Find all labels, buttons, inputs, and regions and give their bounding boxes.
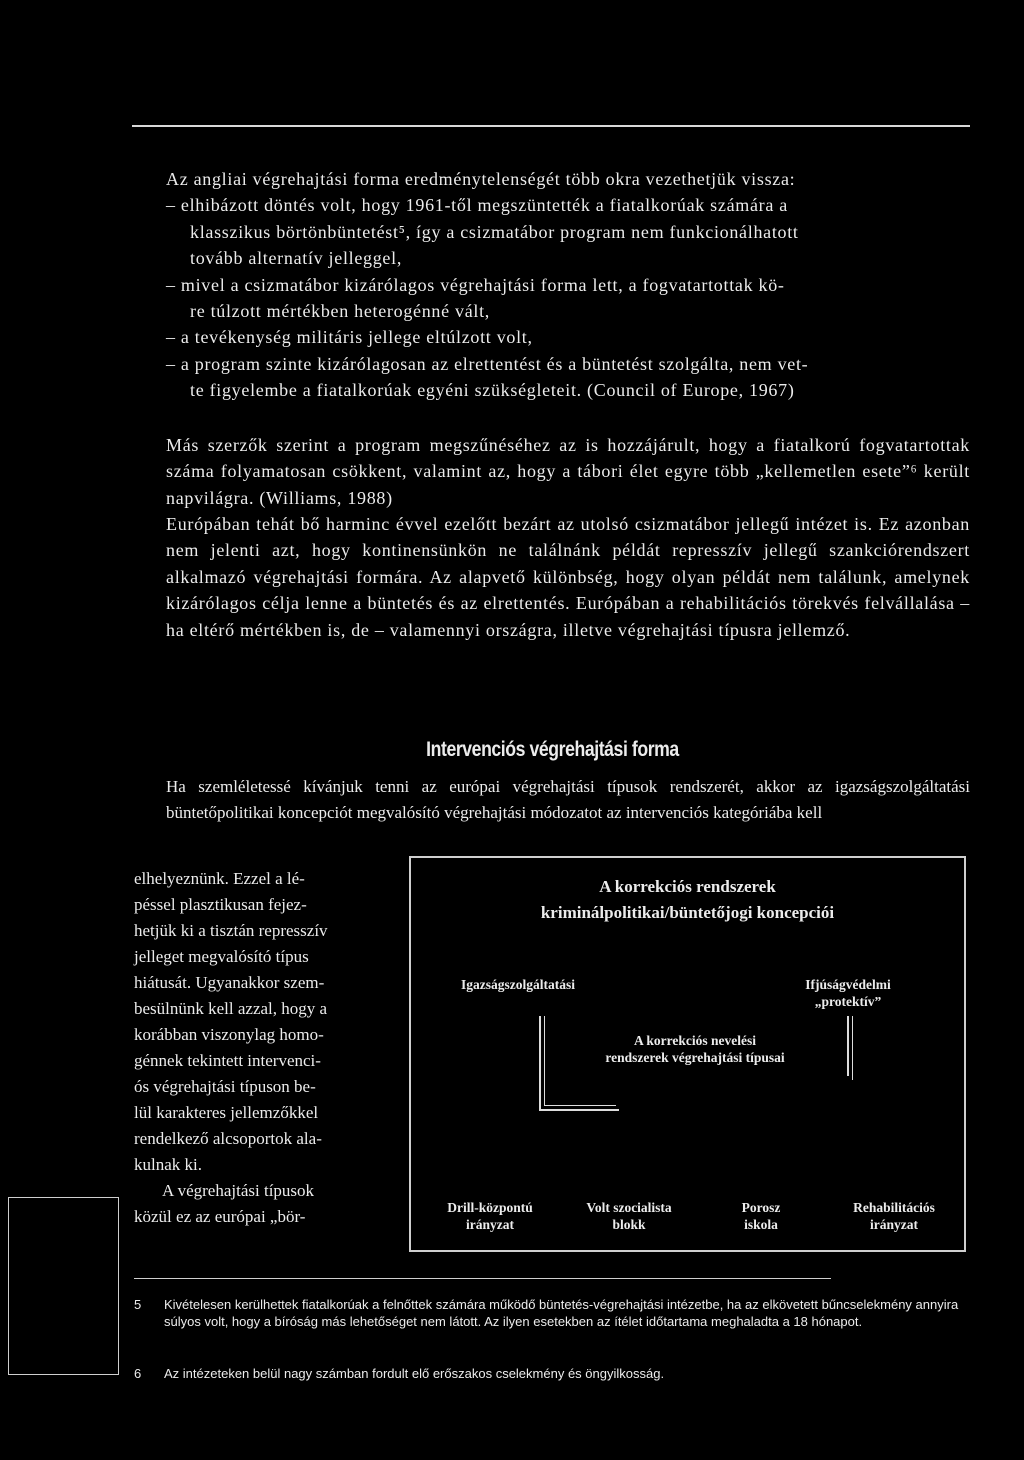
- footnote-text: Kivételesen kerülhettek fiatalkorúak a felnőttek számára működő büntetés-végrehajtási intézetbe, ha az elkövetett bűncselekmény annyira súlyos volt, hogy a bíróság más lehetőséget nem látott. Az ilyen esetekben az ítélet időtartama meghaladta a 18 hónapot.: [164, 1297, 959, 1329]
- text-line: elhelyeznünk. Ezzel a lé-: [134, 869, 305, 888]
- top-rule: [132, 125, 970, 127]
- label-igazsagszolgaltatasi: Igazságszolgáltatási: [461, 977, 575, 992]
- label-line: Volt szocialista: [586, 1200, 672, 1215]
- label-line: Porosz: [741, 1200, 781, 1215]
- label-line: Drill-központú: [447, 1200, 533, 1215]
- paragraph-reasons: [166, 166, 976, 404]
- label-porosz-iskola: [711, 1199, 811, 1233]
- text-line: jelleget megvalósító típus: [134, 947, 309, 966]
- footnote-number: 5: [134, 1297, 142, 1312]
- label-line: irányzat: [870, 1217, 918, 1232]
- narrow-column-text: [134, 866, 392, 1230]
- text-line: Az angliai végrehajtási forma eredménytelenségét több okra vezethetjük vissza:: [166, 169, 796, 189]
- footnote: [134, 1297, 959, 1347]
- label-line: irányzat: [466, 1217, 514, 1232]
- label-ifjusagvedelmi: [783, 976, 913, 1010]
- label-volt-szocialista: [561, 1199, 697, 1233]
- label-line: blokk: [612, 1217, 646, 1232]
- label-line: iskola: [744, 1217, 778, 1232]
- label-line: A korrekciós nevelési: [634, 1033, 756, 1048]
- connector-line: [539, 1016, 541, 1111]
- connector-line: [852, 1016, 853, 1080]
- diagram-title-line: A korrekciós rendszerek: [599, 877, 776, 896]
- text-line: – a tevékenység militáris jellege eltúlzott volt,: [166, 327, 533, 348]
- connector-line: [544, 1105, 616, 1106]
- connector-line: [847, 1016, 849, 1076]
- footnote: [134, 1366, 954, 1384]
- diagram-title: [411, 874, 964, 926]
- text-line: hetjük ki a tisztán represszív: [134, 921, 328, 940]
- label-line: „protektív”: [814, 994, 882, 1009]
- label-line: Rehabilitációs: [853, 1200, 935, 1215]
- label-line: rendszerek végrehajtási típusai: [605, 1050, 785, 1065]
- footnote-text: Az intézeteken belül nagy számban fordult elő erőszakos cselekmény és öngyilkosság.: [164, 1366, 665, 1381]
- footnote-number: 6: [134, 1366, 142, 1381]
- text-line: klasszikus börtönbüntetést⁵, így a csizmatábor program nem funkcionálhatott: [190, 221, 799, 242]
- text-line: A végrehajtási típusok: [162, 1181, 315, 1200]
- margin-box: [8, 1197, 119, 1375]
- korrekcios-diagram: [409, 856, 966, 1252]
- text-line: közül ez az európai „bör-: [134, 1207, 306, 1226]
- text-line: te figyelembe a fiatalkorúak egyéni szükségleteit. (Council of Europe, 1967): [190, 380, 795, 401]
- connector-line: [544, 1016, 545, 1106]
- text-line: – mivel a csizmatábor kizárólagos végrehajtási forma lett, a fogvatartottak kö-: [166, 274, 785, 295]
- text-line: kulnak ki.: [134, 1155, 202, 1174]
- label-korrekcios-tipusai: [561, 1032, 829, 1066]
- section-title: Intervenciós végrehajtási forma: [426, 738, 679, 761]
- paragraph-europe: Európában tehát bő harminc évvel ezelőtt bezárt az utolsó csizmatábor jellegű intézet is. Ez azonban nem jelenti azt, hogy kontinensünkön ne találnánk példát represszív jellegű szankciórendszert alkalmazó végrehajtási formára. Az alapvető különbség, hogy olyan példát nem találunk, amelynek kizárólagos célja lenne a büntetés és az elrettentés. Európában a rehabilitációs törekvés felvállalása – ha eltérő mértékben is, de – valamennyi országra, illetve végrehajtási típusra jellemző.: [166, 514, 970, 640]
- label-rehabilitacios: [829, 1199, 959, 1233]
- text-line: hiátusát. Ugyanakkor szem-: [134, 973, 325, 992]
- text-line: re túlzott mértékben heterogénné vált,: [190, 301, 490, 322]
- text-line: ós végrehajtási típuson be-: [134, 1077, 316, 1096]
- text-line: tovább alternatív jelleggel,: [190, 248, 403, 269]
- text-line: lül karakteres jellemzőkkel: [134, 1103, 319, 1122]
- footnote-rule: [134, 1278, 831, 1279]
- label-line: Ifjúságvédelmi: [805, 977, 891, 992]
- intro-paragraph: Ha szemléletessé kívánjuk tenni az európai végrehajtási típusok rendszerét, akkor az igazságszolgáltatási büntetőpolitikai koncepciót megvalósító végrehajtási módozatot az intervenciós kategóriába kell: [166, 777, 970, 822]
- text-line: rendelkező alcsoportok ala-: [134, 1129, 322, 1148]
- text-line: génnek tekintett intervenci-: [134, 1051, 321, 1070]
- paragraph-other-authors: Más szerzők szerint a program megszűnéséhez az is hozzájárult, hogy a fiatalkorú fogvatartottak száma folyamatosan csökkent, valamint az, hogy a tábori élet egyre több „kellemetlen esete”⁶ került napvilágra. (Williams, 1988): [166, 435, 970, 508]
- connector-line: [539, 1109, 619, 1111]
- text-line: péssel plasztikusan fejez-: [134, 895, 307, 914]
- text-line: – elhibázott döntés volt, hogy 1961-től megszüntették a fiatalkorúak számára a: [166, 195, 788, 216]
- text-line: besülnünk kell azzal, hogy a: [134, 999, 328, 1018]
- label-drill-kozpontu: [425, 1199, 555, 1233]
- diagram-title-line: kriminálpolitikai/büntetőjogi koncepciói: [540, 903, 835, 922]
- text-line: – a program szinte kizárólagosan az elrettentést és a büntetést szolgálta, nem vet-: [166, 353, 809, 374]
- text-line: korábban viszonylag homo-: [134, 1025, 324, 1044]
